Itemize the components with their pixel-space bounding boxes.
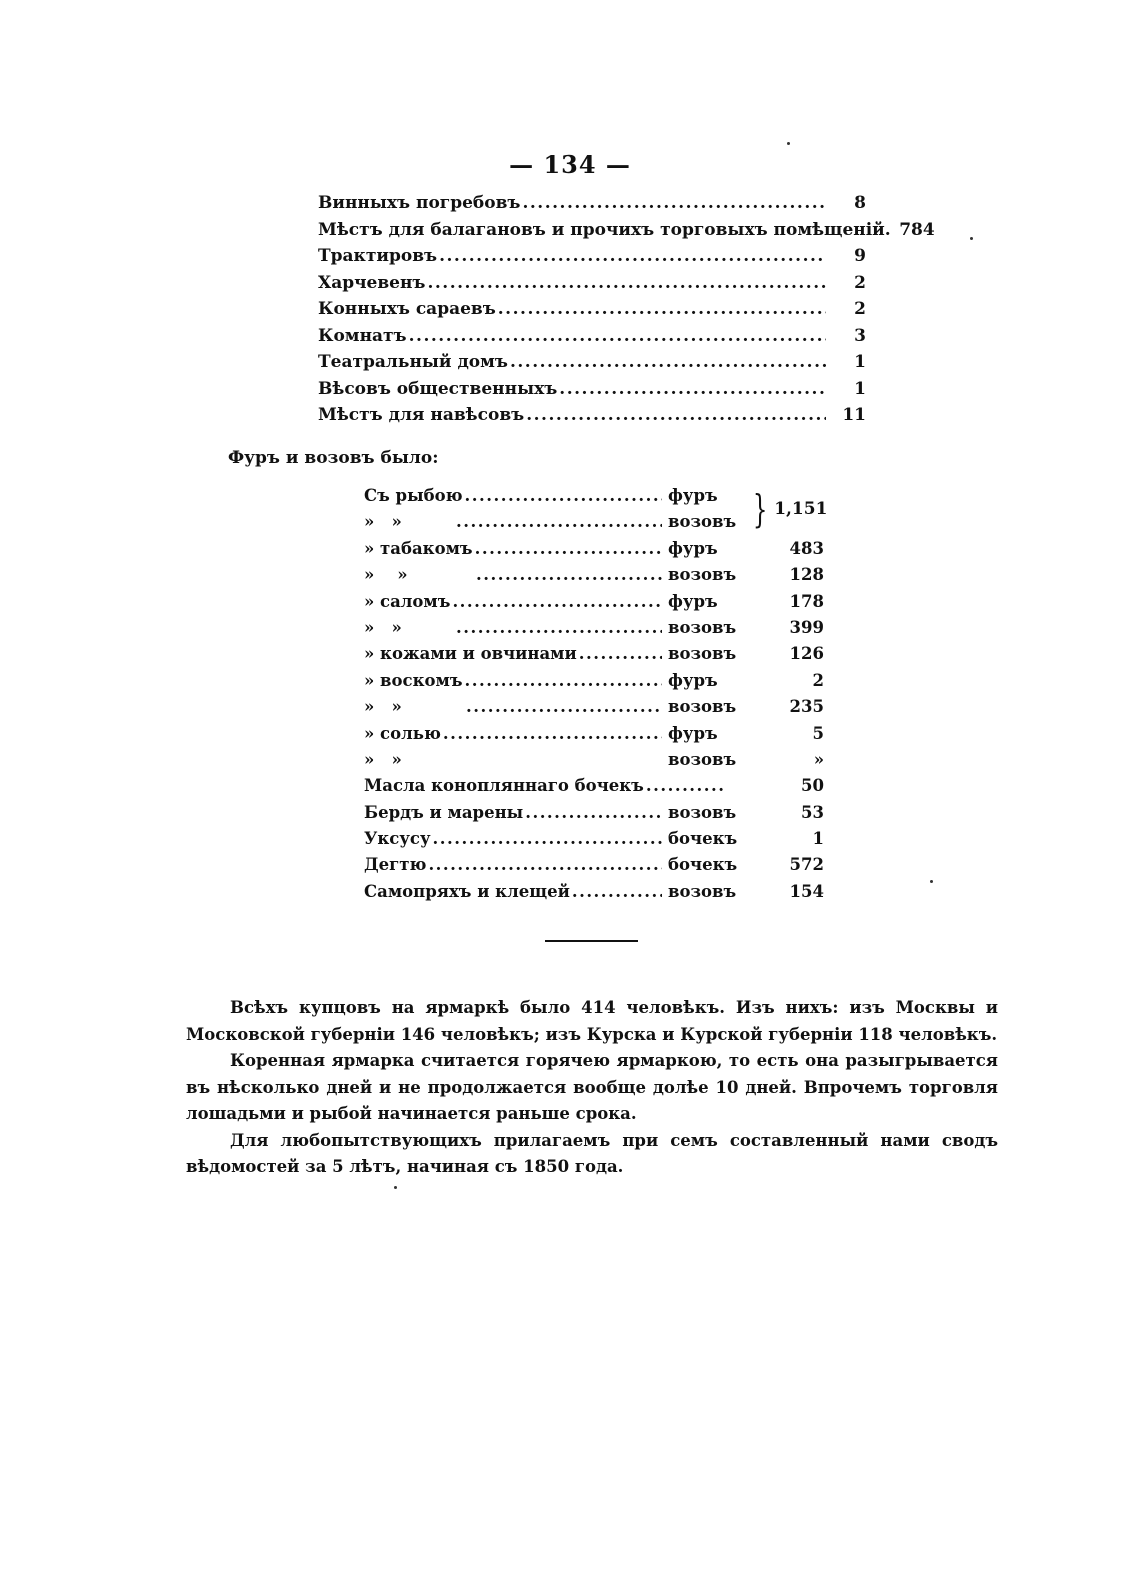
item-value: 572 xyxy=(789,855,824,875)
item-label: » » xyxy=(364,749,402,769)
paragraph: Коренная ярмарка считается горячею ярмаркою, то есть она разыгрывается въ нѣсколько дней и не продолжается вообще долѣе 10 дней. Впрочемъ торговля лошадьми и рыбой начинается раньше срока. xyxy=(186,1051,998,1123)
item-label: » солью xyxy=(364,723,441,743)
fish-total-group xyxy=(748,489,827,529)
item-label: » » xyxy=(364,512,402,532)
item-value: 2 xyxy=(812,670,824,690)
list-item xyxy=(364,694,824,720)
item-value: 126 xyxy=(789,644,824,664)
item-unit: возовъ xyxy=(668,749,737,769)
dot-leader xyxy=(646,773,726,799)
item-label: » кожами и овчинами xyxy=(364,644,577,664)
item-value: » xyxy=(813,749,824,769)
facilities-list xyxy=(318,190,935,429)
dot-leader xyxy=(525,800,662,826)
item-value: 178 xyxy=(789,591,824,611)
item-unit: бочекъ xyxy=(668,855,738,875)
item-value: 483 xyxy=(789,538,824,558)
item-label: » табакомъ xyxy=(364,538,473,558)
dot-leader xyxy=(409,323,826,350)
list-item xyxy=(318,376,866,403)
section-heading: Фуръ и возовъ было: xyxy=(228,448,439,468)
item-label: Мѣстъ для балагановъ и прочихъ торговыхъ помѣщеній. xyxy=(318,219,891,240)
paragraph: Для любопытствующихъ прилагаемъ при семъ составленный нами сводъ вѣдомостей за 5 лѣтъ, начиная съ 1850 года. xyxy=(186,1130,998,1176)
list-item xyxy=(364,562,824,588)
item-label: Мѣстъ для навѣсовъ xyxy=(318,405,525,425)
item-value: 11 xyxy=(842,405,866,425)
item-label: » » xyxy=(364,617,402,637)
dot-leader xyxy=(443,721,662,747)
item-unit: фуръ xyxy=(668,591,718,611)
item-label: Вѣсовъ общественныхъ xyxy=(318,378,558,399)
body-text xyxy=(186,995,998,1181)
item-label: » » xyxy=(364,565,408,585)
list-item xyxy=(364,826,824,852)
item-value: 50 xyxy=(801,776,824,796)
dot-leader xyxy=(466,694,662,720)
dot-leader xyxy=(456,615,662,641)
carts-list xyxy=(364,483,828,905)
item-unit: фуръ xyxy=(668,670,718,690)
dot-leader xyxy=(428,852,662,878)
item-unit: возовъ xyxy=(668,617,737,637)
item-unit: возовъ xyxy=(668,802,737,822)
item-unit: возовъ xyxy=(668,512,737,532)
item-label: » воскомъ xyxy=(364,670,463,690)
dot-leader xyxy=(498,296,826,323)
item-value: 1 xyxy=(854,352,866,372)
item-value: 3 xyxy=(854,325,866,346)
list-item xyxy=(364,852,824,878)
dot-leader xyxy=(559,376,826,403)
item-value: 53 xyxy=(801,802,824,822)
list-item xyxy=(318,217,935,244)
item-label: » » xyxy=(364,697,402,717)
list-item xyxy=(318,243,866,270)
item-label: Трактировъ xyxy=(318,246,438,266)
item-unit: фуръ xyxy=(668,538,718,558)
item-value: 9 xyxy=(854,246,866,266)
item-label: Винныхъ погребовъ xyxy=(318,193,521,213)
item-label: Масла конопляннаго бочекъ xyxy=(364,776,644,796)
item-value: 2 xyxy=(854,299,866,319)
list-item xyxy=(364,747,824,773)
list-item xyxy=(318,296,866,323)
item-label: Комнатъ xyxy=(318,325,407,346)
dot-leader xyxy=(510,349,826,376)
item-label: Самопряхъ и клещей xyxy=(364,881,570,901)
item-unit: возовъ xyxy=(668,565,737,585)
list-item xyxy=(364,800,824,826)
dot-leader xyxy=(572,879,662,905)
list-item xyxy=(364,536,824,562)
list-item xyxy=(318,349,866,376)
list-item xyxy=(364,879,824,905)
item-unit: фуръ xyxy=(668,486,718,505)
dot-leader xyxy=(475,536,662,562)
item-label: Харчевенъ xyxy=(318,272,426,293)
list-item xyxy=(318,190,866,217)
item-value: 8 xyxy=(854,193,866,213)
list-item xyxy=(364,773,824,799)
list-item xyxy=(364,589,824,615)
item-label: Конныхъ сараевъ xyxy=(318,299,496,319)
item-unit: возовъ xyxy=(668,697,737,717)
dot-leader xyxy=(456,509,662,535)
item-value: 1 xyxy=(854,378,866,399)
item-value: 784 xyxy=(899,219,935,240)
item-label: Дегтю xyxy=(364,855,427,875)
list-item xyxy=(318,402,866,429)
dot-leader xyxy=(522,190,826,217)
dot-leader xyxy=(439,243,826,270)
list-item xyxy=(318,323,866,350)
list-item xyxy=(364,668,824,694)
dot-leader xyxy=(452,589,662,615)
dot-leader xyxy=(476,562,662,588)
item-value: 1 xyxy=(812,829,824,849)
item-unit: возовъ xyxy=(668,881,737,901)
item-value: 128 xyxy=(789,565,824,585)
item-unit: возовъ xyxy=(668,644,737,664)
item-value: 235 xyxy=(789,697,824,717)
item-label: Уксусу xyxy=(364,829,431,849)
list-item xyxy=(364,615,824,641)
scan-speck xyxy=(930,880,933,883)
item-value: 5 xyxy=(812,723,824,743)
item-label: Съ рыбою xyxy=(364,486,463,505)
brace-mark: } xyxy=(752,487,768,531)
dot-leader xyxy=(579,641,662,667)
list-item xyxy=(318,270,866,297)
paragraph: Всѣхъ купцовъ на ярмаркѣ было 414 человѣкъ. Изъ нихъ: изъ Москвы и Московской губерніи 146 человѣкъ; изъ Курска и Курской губерніи 118 человѣкъ. xyxy=(186,998,998,1044)
list-item xyxy=(364,721,824,747)
item-label: » саломъ xyxy=(364,591,451,611)
dot-leader xyxy=(465,483,662,509)
item-value: 399 xyxy=(789,617,824,637)
list-item xyxy=(364,641,824,667)
section-divider xyxy=(545,940,638,942)
fish-total-value: 1,151 xyxy=(774,499,828,519)
item-unit: фуръ xyxy=(668,723,718,743)
item-value: 2 xyxy=(854,272,866,293)
dot-leader xyxy=(526,402,826,429)
item-label: Бердъ и марены xyxy=(364,802,524,822)
item-label: Театральный домъ xyxy=(318,352,508,372)
item-unit: бочекъ xyxy=(668,829,738,849)
dot-leader xyxy=(433,826,662,852)
dot-leader xyxy=(427,270,826,297)
page-number: — 134 — xyxy=(509,150,631,179)
scan-speck xyxy=(394,1186,397,1189)
item-value: 154 xyxy=(789,881,824,901)
dot-leader xyxy=(464,668,662,694)
scan-speck xyxy=(787,142,790,145)
scan-speck xyxy=(970,237,973,240)
